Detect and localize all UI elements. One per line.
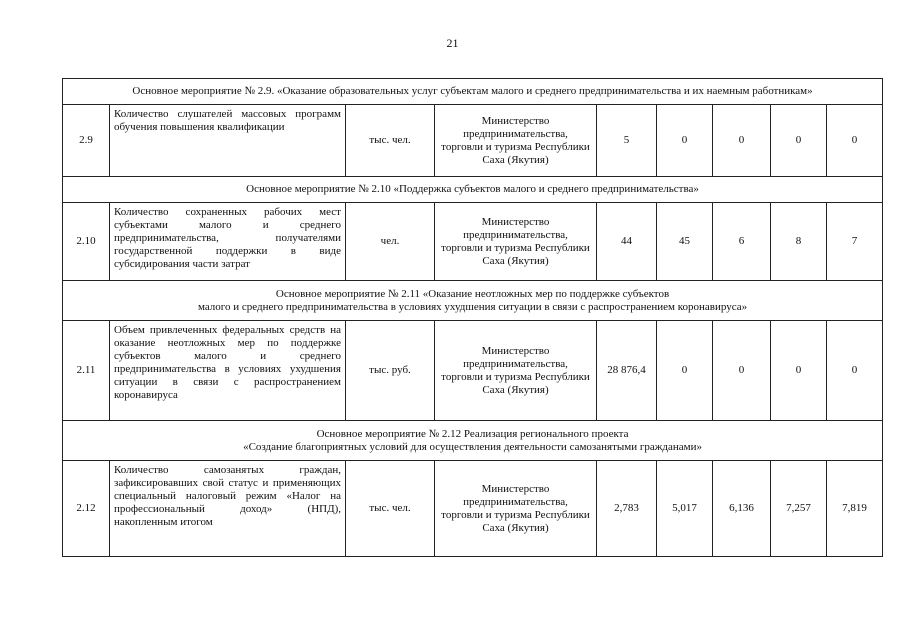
section-header-row	[63, 177, 883, 203]
value-cell: 7,257	[771, 461, 827, 557]
section-title-line: Основное мероприятие № 2.11 «Оказание неотложных мер по поддержке субъектов	[275, 287, 670, 300]
row-number: 2.11	[63, 321, 110, 421]
unit-of-measure: тыс. руб.	[346, 321, 435, 421]
responsible-executor: Министерство предпринимательства, торговли и туризма Республики Саха (Якутия)	[435, 105, 597, 177]
section-title	[63, 281, 883, 321]
value-cell: 5,017	[657, 461, 713, 557]
value-cell: 7	[827, 203, 883, 281]
row-number: 2.9	[63, 105, 110, 177]
indicator-name: Количество слушателей массовых программ обучения повышения квалификации	[110, 105, 346, 177]
indicator-name: Количество самозанятых граждан, зафиксировавших свой статус и применяющих специальный налоговый режим «Налог на профессиональный доход» (НПД), накопленным итогом	[110, 461, 346, 557]
value-cell: 8	[771, 203, 827, 281]
row-number: 2.10	[63, 203, 110, 281]
section-title-line: Основное мероприятие № 2.12 Реализация регионального проекта	[316, 427, 629, 440]
indicator-name: Объем привлеченных федеральных средств на оказание неотложных мер по поддержке субъектов малого и среднего предпринимательства в условиях ухудшения ситуации в связи с распространением коронавируса	[110, 321, 346, 421]
row-number: 2.12	[63, 461, 110, 557]
value-cell: 0	[657, 321, 713, 421]
section-title-line: Основное мероприятие № 2.10 «Поддержка субъектов малого и среднего предпринимательства»	[246, 183, 699, 195]
table-body	[63, 79, 883, 557]
section-title	[63, 177, 883, 203]
section-title-line: Основное мероприятие № 2.9. «Оказание образовательных услуг субъектам малого и среднего предпринимательства и их наемным работникам»	[132, 85, 813, 97]
responsible-executor: Министерство предпринимательства, торговли и туризма Республики Саха (Якутия)	[435, 321, 597, 421]
unit-of-measure: чел.	[346, 203, 435, 281]
page-number: 21	[446, 36, 459, 50]
section-title-line: малого и среднего предпринимательства в условиях ухудшения ситуации в связи с распространением коронавируса»	[197, 300, 748, 313]
value-cell: 45	[657, 203, 713, 281]
value-cell: 0	[827, 105, 883, 177]
indicator-name: Количество сохраненных рабочих мест субъектами малого и среднего предпринимательства, получателями государственной поддержки в виде субсидирования части затрат	[110, 203, 346, 281]
unit-of-measure: тыс. чел.	[346, 461, 435, 557]
value-cell: 2,783	[597, 461, 657, 557]
indicators-table	[62, 78, 883, 557]
table-row	[63, 321, 883, 421]
value-cell: 0	[713, 105, 771, 177]
section-header-row	[63, 421, 883, 461]
section-title	[63, 421, 883, 461]
value-cell: 0	[827, 321, 883, 421]
section-title	[63, 79, 883, 105]
value-cell: 0	[713, 321, 771, 421]
unit-of-measure: тыс. чел.	[346, 105, 435, 177]
value-cell: 28 876,4	[597, 321, 657, 421]
section-title-line: «Создание благоприятных условий для осуществления деятельности самозанятыми гражданами»	[243, 440, 702, 453]
responsible-executor: Министерство предпринимательства, торговли и туризма Республики Саха (Якутия)	[435, 203, 597, 281]
value-cell: 0	[771, 321, 827, 421]
value-cell: 0	[657, 105, 713, 177]
value-cell: 7,819	[827, 461, 883, 557]
value-cell: 5	[597, 105, 657, 177]
value-cell: 44	[597, 203, 657, 281]
section-header-row	[63, 79, 883, 105]
value-cell: 0	[771, 105, 827, 177]
value-cell: 6,136	[713, 461, 771, 557]
table-row	[63, 461, 883, 557]
table-row	[63, 105, 883, 177]
section-header-row	[63, 281, 883, 321]
table-row	[63, 203, 883, 281]
responsible-executor: Министерство предпринимательства, торговли и туризма Республики Саха (Якутия)	[435, 461, 597, 557]
value-cell: 6	[713, 203, 771, 281]
